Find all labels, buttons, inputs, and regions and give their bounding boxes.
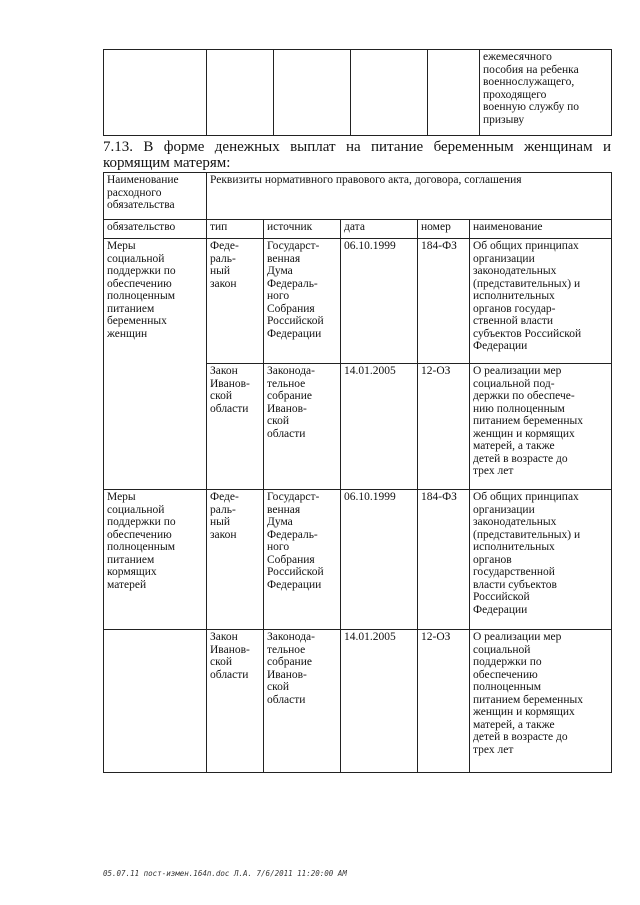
obligation-cell: Меры социальной поддержки по обеспечению полноценным питанием кормящих матерей bbox=[104, 490, 207, 630]
act-name-cell: Об общих принципах организации законодательных (представительных) и исполнительных органов государ- ственной власти субъектов Российской Федерации bbox=[470, 239, 612, 364]
type-cell: Закон Иванов- ской области bbox=[207, 364, 264, 490]
col-number: номер bbox=[418, 220, 470, 239]
act-name-cell: О реализации мер социальной под- держки по обеспече- нию полноценным питанием беременных женщин и кормящих матерей, а также детей в возрасте до трех лет bbox=[470, 364, 612, 490]
table-row bbox=[104, 490, 612, 630]
header-requisites: Реквизиты нормативного правового акта, договора, соглашения bbox=[207, 173, 612, 220]
act-name-cell: Об общих принципах организации законодательных (представительных) и исполнительных органов государственной власти субъектов Российской Федерации bbox=[470, 490, 612, 630]
date-cell: 14.01.2005 bbox=[341, 364, 418, 490]
section-paragraph: 7.13. В форме денежных выплат на питание беременным женщинам и bbox=[103, 139, 611, 155]
table-row bbox=[104, 630, 612, 773]
col-name: наименование bbox=[470, 220, 612, 239]
type-cell: Феде- раль- ный закон bbox=[207, 239, 264, 364]
section-paragraph-end: кормящим матерям: bbox=[103, 155, 231, 171]
date-cell: 06.10.1999 bbox=[341, 239, 418, 364]
number-cell: 184-ФЗ bbox=[418, 239, 470, 364]
benefit-name-cell: ежемесячного пособия на ребенка военнослужащего, проходящего военную службу по призыву bbox=[480, 50, 612, 136]
obligations-table bbox=[103, 172, 612, 773]
date-cell: 14.01.2005 bbox=[341, 630, 418, 773]
source-cell: Законода- тельное собрание Иванов- ской области bbox=[264, 630, 341, 773]
empty-cell bbox=[104, 50, 207, 136]
table-row bbox=[104, 239, 612, 364]
document-footer: 05.07.11 пост-измен.164п.doc Л.А. 7/6/2011 11:20:00 AM bbox=[103, 869, 347, 878]
empty-cell bbox=[274, 50, 351, 136]
empty-cell bbox=[351, 50, 428, 136]
number-cell: 12-ОЗ bbox=[418, 630, 470, 773]
number-cell: 184-ФЗ bbox=[418, 490, 470, 630]
empty-cell bbox=[104, 630, 207, 773]
source-cell: Государст- венная Дума Федераль- ного Собрания Российской Федерации bbox=[264, 239, 341, 364]
col-type: тип bbox=[207, 220, 264, 239]
col-date: дата bbox=[341, 220, 418, 239]
type-cell: Закон Иванов- ской области bbox=[207, 630, 264, 773]
empty-cell bbox=[428, 50, 480, 136]
empty-cell bbox=[207, 50, 274, 136]
continuation-table bbox=[103, 49, 612, 136]
header-obligation-name: Наименование расходного обязательства bbox=[104, 173, 207, 220]
col-obligation: обязательство bbox=[104, 220, 207, 239]
col-source: источник bbox=[264, 220, 341, 239]
table-row bbox=[104, 50, 612, 136]
type-cell: Феде- раль- ный закон bbox=[207, 490, 264, 630]
header-row bbox=[104, 173, 612, 220]
number-cell: 12-ОЗ bbox=[418, 364, 470, 490]
act-name-cell: О реализации мер социальной поддержки по обеспечению полноценным питанием беременных женщин и кормящих матерей, а также детей в возрасте до трех лет bbox=[470, 630, 612, 773]
source-cell: Законода- тельное собрание Иванов- ской области bbox=[264, 364, 341, 490]
date-cell: 06.10.1999 bbox=[341, 490, 418, 630]
source-cell: Государст- венная Дума Федераль- ного Собрания Российской Федерации bbox=[264, 490, 341, 630]
obligation-cell: Меры социальной поддержки по обеспечению полноценным питанием беременных женщин bbox=[104, 239, 207, 490]
column-header-row bbox=[104, 220, 612, 239]
